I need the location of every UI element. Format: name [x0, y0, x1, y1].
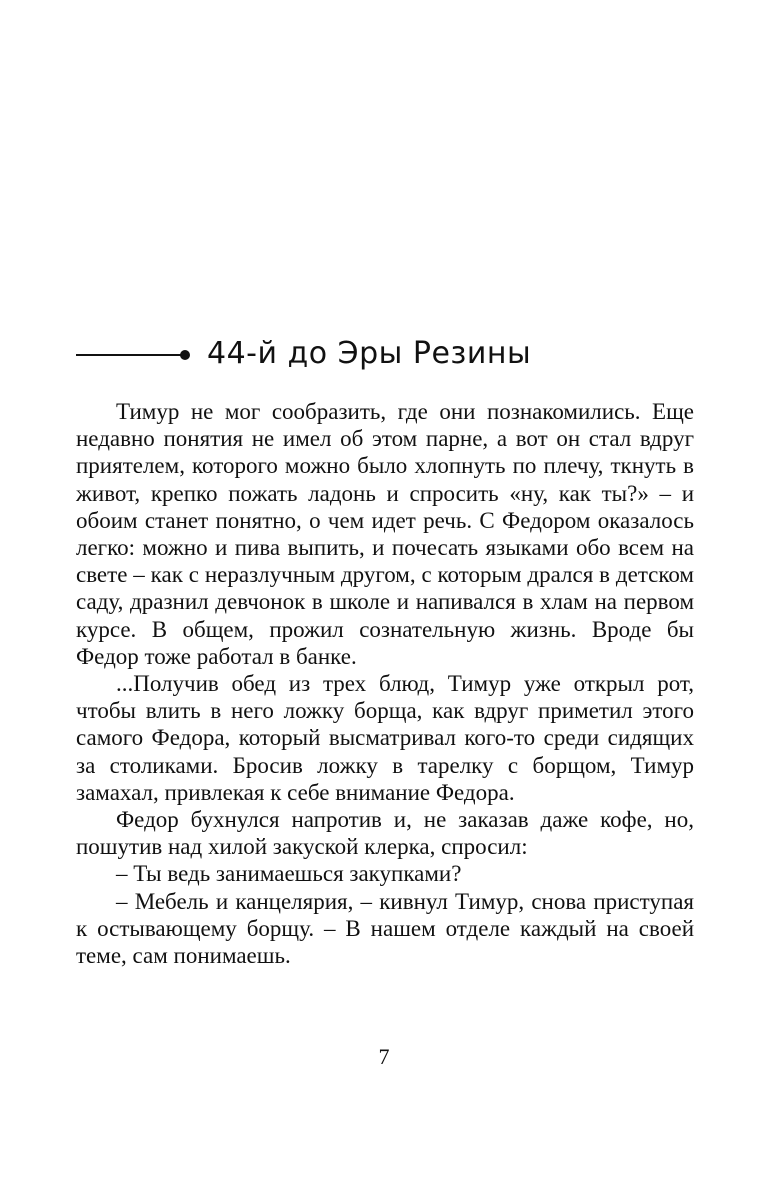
dialogue-line: – Ты ведь занимаешься закупками? [116, 861, 462, 887]
paragraph: ...Получив обед из трех блюд, Тимур уже открыл рот, чтобы влить в него ложку борща, как вдруг приметил этого самого Федора, который высматривал кого-то среди сидящих за столиками. Бросив ложку в тарелку с борщом, Тимур замахал, привлекая к себе внимание Федора. [76, 671, 694, 805]
page-number: 7 [378, 1044, 390, 1069]
paragraph: Тимур не мог сообразить, где они познакомились. Еще недавно понятия не имел об этом парне, а вот он стал вдруг приятелем, которого можно было хлопнуть по плечу, ткнуть в живот, крепко пожать ладонь и спросить «ну, как ты?» – и обоим станет понятно, о чем идет речь. С Федором оказалось легко: можно и пива выпить, и почесать языками обо всем на свете – как с неразлучным другом, с которым дрался в детском саду, дразнил девчонок в школе и напивался в хлам на первом курсе. В общем, прожил сознательную жизнь. Вроде бы Федор тоже работал в банке. [76, 399, 694, 669]
chapter-title: 44-й до Эры Резины [207, 336, 532, 371]
dialogue-line: – Мебель и канцелярия, – кивнул Тимур, снова приступая к остывающему борщу. – В нашем отделе каждый на своей теме, сам понимаешь. [76, 888, 694, 969]
heading-rule [76, 354, 182, 356]
body-text [76, 398, 694, 969]
heading-bullet [180, 350, 190, 360]
paragraph: Федор бухнулся напротив и, не заказав даже кофе, но, пошутив над хилой закуской клерка, спросил: [76, 807, 694, 860]
chapter-heading [76, 334, 696, 378]
